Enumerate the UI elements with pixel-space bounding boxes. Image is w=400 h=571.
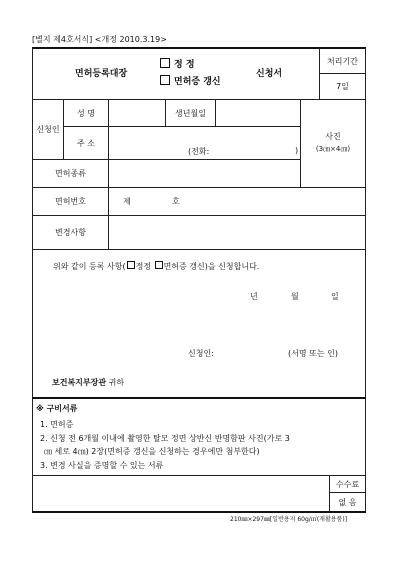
- form-number-note: [별지 제4호서식] <개정 2010.3.19>: [32, 35, 167, 44]
- changes-label: 변경사항: [55, 228, 86, 237]
- title-option-correction: 정 정: [160, 57, 195, 70]
- application-statement: 위와 같이 등록 사항( 정정 면허증 갱신)을 신청합니다.: [53, 262, 260, 271]
- form-top-border: [32, 47, 366, 49]
- field-label-divider: [108, 100, 109, 159]
- processing-period-value: 7일: [336, 82, 349, 91]
- signature-label: (서명 또는 인): [288, 349, 338, 358]
- form-right-border: [365, 48, 366, 512]
- name-field[interactable]: [110, 102, 163, 124]
- license-type-label: 면허종류: [55, 169, 86, 178]
- birth-divider: [215, 100, 216, 126]
- fields-label-divider: [108, 160, 109, 249]
- checkbox-icon: [160, 75, 170, 85]
- fee-top-line: [32, 475, 366, 476]
- license-number-suffix: 호: [172, 197, 180, 206]
- birth-date-field[interactable]: [217, 102, 298, 124]
- recipient: 보건복지부장관 귀하: [52, 378, 125, 387]
- form-title-right: 신청서: [256, 69, 283, 79]
- document-item: 1. 면허증: [40, 420, 74, 429]
- name-label: 성 명: [77, 108, 95, 118]
- fee-value: 없 음: [338, 497, 357, 507]
- fee-label: 수수료: [335, 479, 360, 489]
- document-item: ㎝ 세로 4㎝) 2장(면허증 갱신을 신청하는 경우에만 첨부한다): [44, 447, 260, 456]
- license-number-field[interactable]: [135, 190, 165, 213]
- changes-bottom: [32, 249, 366, 250]
- applicant-label: 신청인: [36, 125, 60, 134]
- date-day: 일: [331, 292, 339, 301]
- license-number-prefix: 제: [123, 197, 131, 206]
- document-item: 3. 변경 사실을 증명할 수 있는 서류: [40, 461, 164, 470]
- document-item: 2. 신청 전 6개월 이내에 촬영한 탈모 정면 상반신 반명함판 사진(가로 3: [40, 434, 290, 443]
- birth-date-label: 생년월일: [175, 108, 206, 118]
- form-title-left: 면허등록대장: [75, 69, 128, 79]
- date-month: 월: [291, 292, 299, 301]
- phone-close: ): [295, 146, 299, 155]
- license-number-label: 면허번호: [55, 197, 86, 206]
- license-type-field[interactable]: [110, 162, 298, 185]
- photo-label: 사진: [325, 131, 341, 141]
- documents-top-border: [32, 397, 366, 399]
- processing-period-label: 처리기간: [327, 56, 358, 66]
- checkbox-icon: [155, 261, 163, 269]
- address-field[interactable]: [110, 129, 298, 145]
- title-option-renewal: 면허증 갱신: [160, 74, 221, 87]
- documents-title: ※ 구비서류: [36, 404, 78, 413]
- form-bottom-border: [32, 511, 366, 513]
- applicant-sign-label: 신청인:: [188, 349, 214, 358]
- address-label: 주 소: [77, 138, 95, 148]
- changes-field[interactable]: [110, 218, 363, 247]
- signature-field[interactable]: [345, 345, 363, 359]
- photo-size: (3㎝×4㎝): [315, 145, 351, 153]
- phone-label: (전화:: [188, 147, 210, 156]
- checkbox-icon: [160, 58, 170, 68]
- paper-spec-note: 210㎜×297㎜[일반용지 60g/㎡(재활용품)]: [230, 516, 348, 523]
- date-year: 년: [250, 292, 258, 301]
- checkbox-icon: [127, 261, 135, 269]
